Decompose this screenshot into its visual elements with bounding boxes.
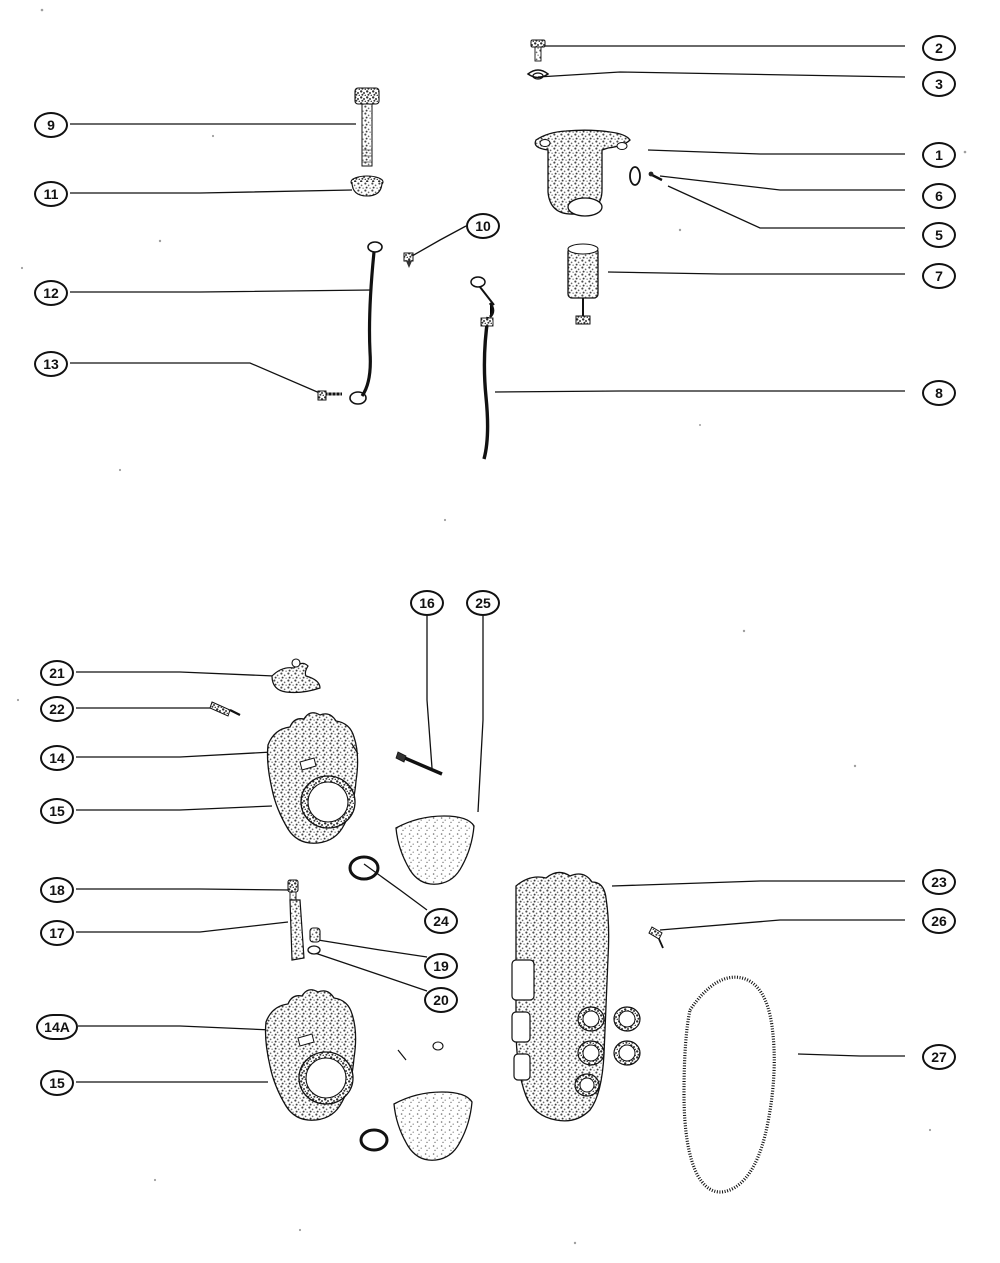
callout-21[interactable]: 21 [40, 660, 74, 686]
part-collar-20 [308, 946, 320, 954]
part-screw-small-13 [318, 391, 342, 400]
part-cylinder-head-upper-14 [268, 713, 359, 843]
callout-24[interactable]: 24 [424, 908, 458, 934]
callout-9[interactable]: 9 [34, 112, 68, 138]
callout-15[interactable]: 15 [40, 1070, 74, 1096]
part-gasket-cover-plate-25 [396, 816, 474, 884]
part-filter-cylinder-7 [568, 244, 598, 324]
callout-8[interactable]: 8 [922, 380, 956, 406]
callout-14a[interactable]: 14A [36, 1014, 78, 1040]
part-stud-pin-18 [288, 880, 298, 902]
callout-10[interactable]: 10 [466, 213, 500, 239]
callout-11[interactable]: 11 [34, 181, 68, 207]
callout-19[interactable]: 19 [424, 953, 458, 979]
callout-15[interactable]: 15 [40, 798, 74, 824]
callout-16[interactable]: 16 [410, 590, 444, 616]
callout-5[interactable]: 5 [922, 222, 956, 248]
callout-6[interactable]: 6 [922, 183, 956, 209]
callout-12[interactable]: 12 [34, 280, 68, 306]
part-stud-rod-17 [290, 900, 304, 960]
part-pin-5 [649, 172, 662, 180]
callout-27[interactable]: 27 [922, 1044, 956, 1070]
callout-18[interactable]: 18 [40, 877, 74, 903]
part-long-bolt [355, 88, 379, 166]
callout-26[interactable]: 26 [922, 908, 956, 934]
part-washer-top-3 [528, 70, 548, 79]
part-o-ring-seal-24 [350, 857, 378, 879]
callout-2[interactable]: 2 [922, 35, 956, 61]
leader-lines [70, 46, 905, 1082]
callout-23[interactable]: 23 [922, 869, 956, 895]
part-rod-16 [396, 752, 442, 774]
callout-1[interactable]: 1 [922, 142, 956, 168]
callout-25[interactable]: 25 [466, 590, 500, 616]
callout-22[interactable]: 22 [40, 696, 74, 722]
part-cylinder-head-lower-14a [266, 990, 356, 1120]
callout-17[interactable]: 17 [40, 920, 74, 946]
callout-20[interactable]: 20 [424, 987, 458, 1013]
part-gasket-lower-15 [361, 1042, 472, 1160]
part-reed-block-assembly-23 [512, 872, 640, 1120]
part-fuel-line-assembly-8 [471, 277, 494, 459]
part-spacer-sleeve-19 [310, 928, 320, 942]
callout-14[interactable]: 14 [40, 745, 74, 771]
part-large-gasket-seal-27 [684, 977, 774, 1192]
part-ground-lead-wire [350, 242, 382, 404]
part-screw-top-2 [531, 40, 545, 61]
scan-noise [17, 9, 966, 1245]
callout-13[interactable]: 13 [34, 351, 68, 377]
part-linkage-bracket-21 [272, 659, 320, 693]
part-fuel-pump-body-1 [535, 130, 630, 216]
callout-3[interactable]: 3 [922, 71, 956, 97]
part-o-ring-6 [630, 167, 640, 185]
part-screw-stud-10 [404, 253, 413, 268]
part-screw-linkage-22 [210, 702, 240, 716]
callout-7[interactable]: 7 [922, 263, 956, 289]
part-grommet-bushing [351, 176, 383, 196]
